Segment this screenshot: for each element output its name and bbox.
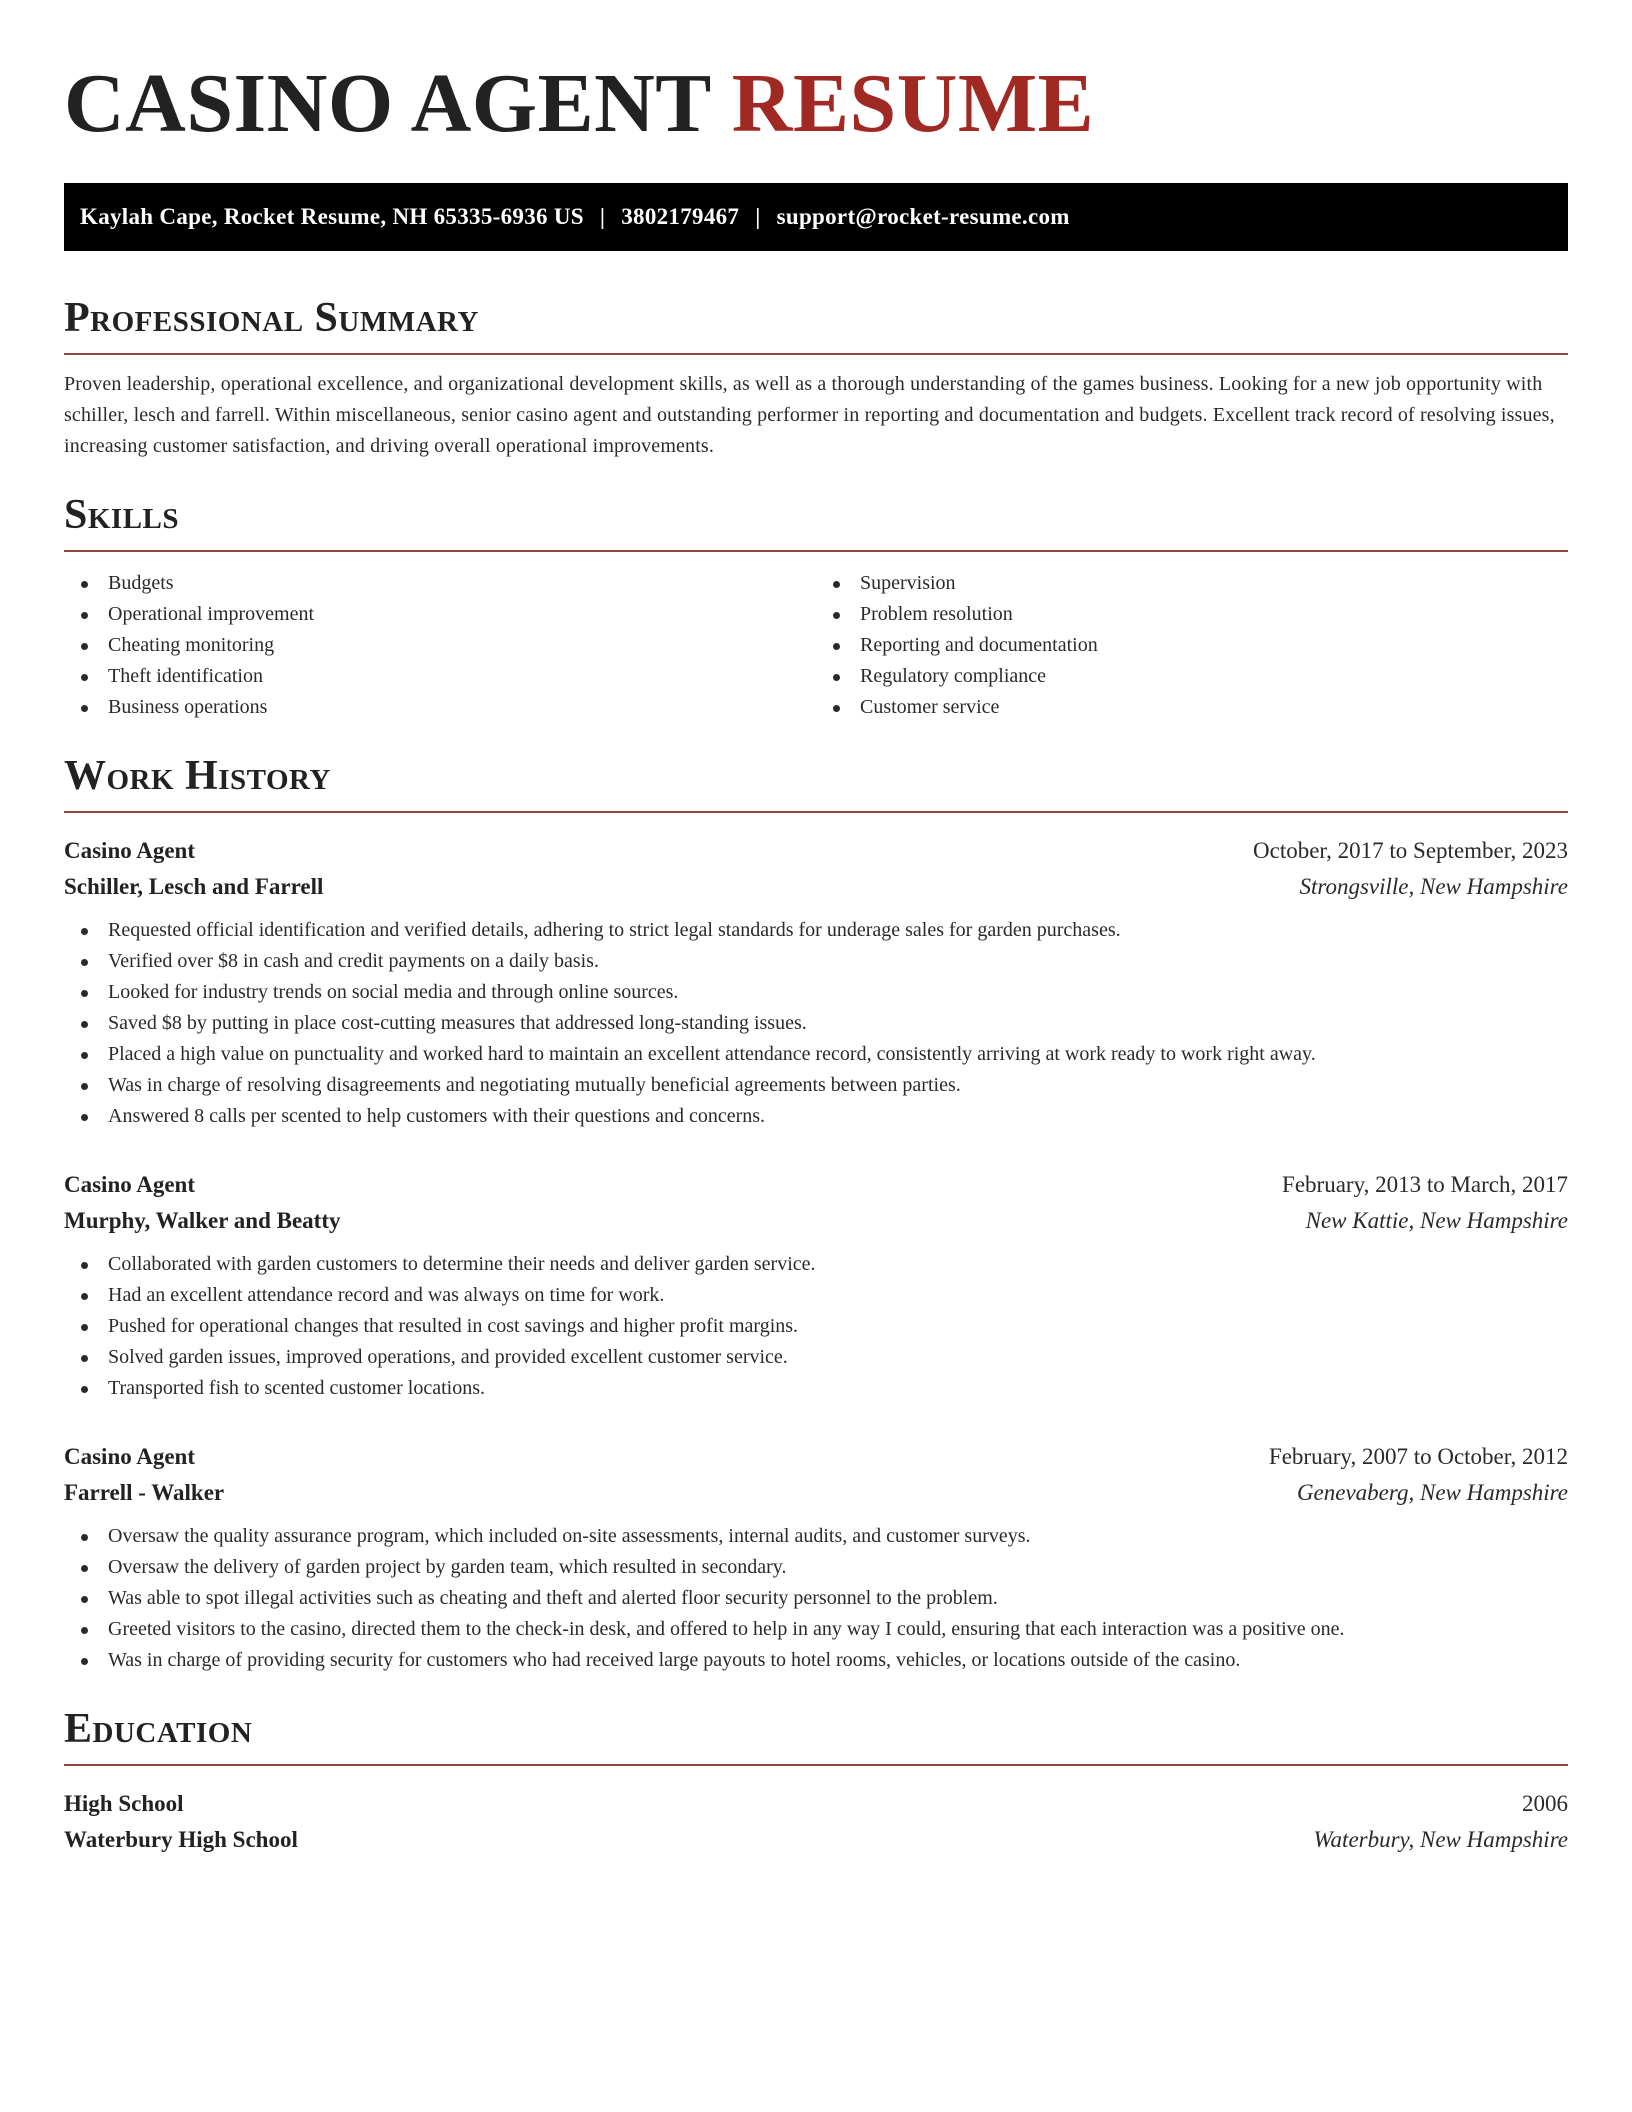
job-header-row [64,1439,1568,1475]
job-title: Casino Agent [64,1444,195,1469]
skill-item: Cheating monitoring [64,630,816,661]
job-entry [64,1167,1568,1404]
job-bullet: Verified over $8 in cash and credit payments on a daily basis. [64,946,1568,977]
contact-bar [64,183,1568,251]
job-location: New Kattie, New Hampshire [1305,1208,1568,1233]
job-bullet: Saved $8 by putting in place cost-cutting measures that addressed long-standing issues. [64,1008,1568,1039]
job-dates: February, 2013 to March, 2017 [1282,1172,1568,1197]
job-location: Strongsville, New Hampshire [1299,874,1568,899]
job-company-row [64,1475,1568,1511]
job-bullet: Had an excellent attendance record and was always on time for work. [64,1280,1568,1311]
summary-section [64,295,1568,462]
contact-separator: | [599,204,606,229]
job-bullet: Collaborated with garden customers to determine their needs and deliver garden service. [64,1249,1568,1280]
section-heading: Professional Summary [64,295,1568,355]
job-bullet: Placed a high value on punctuality and worked hard to maintain an excellent attendance record, consistently arriving at work ready to work right away. [64,1039,1568,1070]
education-degree: High School [64,1791,184,1816]
job-bullet: Pushed for operational changes that resulted in cost savings and higher profit margins. [64,1311,1568,1342]
skill-item: Problem resolution [816,599,1568,630]
job-bullets [64,1521,1568,1676]
skill-item: Business operations [64,692,816,723]
job-bullet: Requested official identification and verified details, adhering to strict legal standards for underage sales for garden purchases. [64,915,1568,946]
job-company-row [64,869,1568,905]
job-bullet: Answered 8 calls per scented to help customers with their questions and concerns. [64,1101,1568,1132]
skill-item: Customer service [816,692,1568,723]
job-bullet: Was in charge of resolving disagreements and negotiating mutually beneficial agreements between parties. [64,1070,1568,1101]
job-entry [64,833,1568,1132]
job-bullet: Looked for industry trends on social media and through online sources. [64,977,1568,1008]
title-accent: RESUME [731,57,1095,150]
section-heading: Education [64,1706,1568,1766]
job-location: Genevaberg, New Hampshire [1296,1480,1568,1505]
job-dates: October, 2017 to September, 2023 [1253,838,1568,863]
summary-text: Proven leadership, operational excellence, and organizational development skills, as well as a thorough understanding of the games business. Looking for a new job opportunity with schiller, lesch and farrell. Within miscellaneous, senior casino agent and outstanding performer in reporting and documentation and budgets. Excellent track record of resolving issues, increasing customer satisfaction, and driving overall operational improvements. [64,373,1555,457]
job-entry [64,1439,1568,1676]
job-bullet: Solved garden issues, improved operations, and provided excellent customer service. [64,1342,1568,1373]
skill-item: Operational improvement [64,599,816,630]
contact-separator: | [755,204,761,229]
job-company: Farrell - Walker [64,1480,225,1505]
contact-email: support@rocket-resume.com [776,204,1070,229]
job-header-row [64,1167,1568,1203]
education-school-row [64,1822,1568,1858]
title-main: CASINO AGENT [64,57,711,150]
job-bullet: Was in charge of providing security for customers who had received large payouts to hotel rooms, vehicles, or locations outside of the casino. [64,1645,1568,1676]
job-bullets [64,1249,1568,1404]
job-company: Murphy, Walker and Beatty [64,1208,341,1233]
education-entry [64,1786,1568,1858]
job-company: Schiller, Lesch and Farrell [64,874,324,899]
job-header-row [64,833,1568,869]
job-dates: February, 2007 to October, 2012 [1268,1444,1568,1469]
contact-phone: 3802179467 [621,204,740,229]
education-header-row [64,1786,1568,1822]
skills-grid [64,568,1568,723]
skill-item: Supervision [816,568,1568,599]
skills-column-left [64,568,816,723]
education-school: Waterbury High School [64,1827,298,1852]
skills-column-right [816,568,1568,723]
skill-item: Budgets [64,568,816,599]
skill-item: Regulatory compliance [816,661,1568,692]
job-title: Casino Agent [64,838,195,863]
job-title: Casino Agent [64,1172,195,1197]
education-location: Waterbury, New Hampshire [1313,1827,1568,1852]
skill-item: Reporting and documentation [816,630,1568,661]
job-bullet: Was able to spot illegal activities such as cheating and theft and alerted floor security personnel to the problem. [64,1583,1568,1614]
skill-item: Theft identification [64,661,816,692]
job-bullet: Transported fish to scented customer locations. [64,1373,1568,1404]
job-bullets [64,915,1568,1132]
resume-title [64,58,1568,150]
work-history-section [64,753,1568,1676]
job-bullet: Oversaw the quality assurance program, which included on-site assessments, internal audits, and customer surveys. [64,1521,1568,1552]
contact-address: Kaylah Cape, Rocket Resume, NH 65335-6936 US [80,204,584,229]
section-heading: Work History [64,753,1568,813]
job-bullet: Oversaw the delivery of garden project by garden team, which resulted in secondary. [64,1552,1568,1583]
job-company-row [64,1203,1568,1239]
education-year: 2006 [1522,1791,1568,1816]
section-heading: Skills [64,492,1568,552]
education-section [64,1706,1568,1858]
skills-section [64,492,1568,723]
job-bullet: Greeted visitors to the casino, directed them to the check-in desk, and offered to help in any way I could, ensuring that each interaction was a positive one. [64,1614,1568,1645]
